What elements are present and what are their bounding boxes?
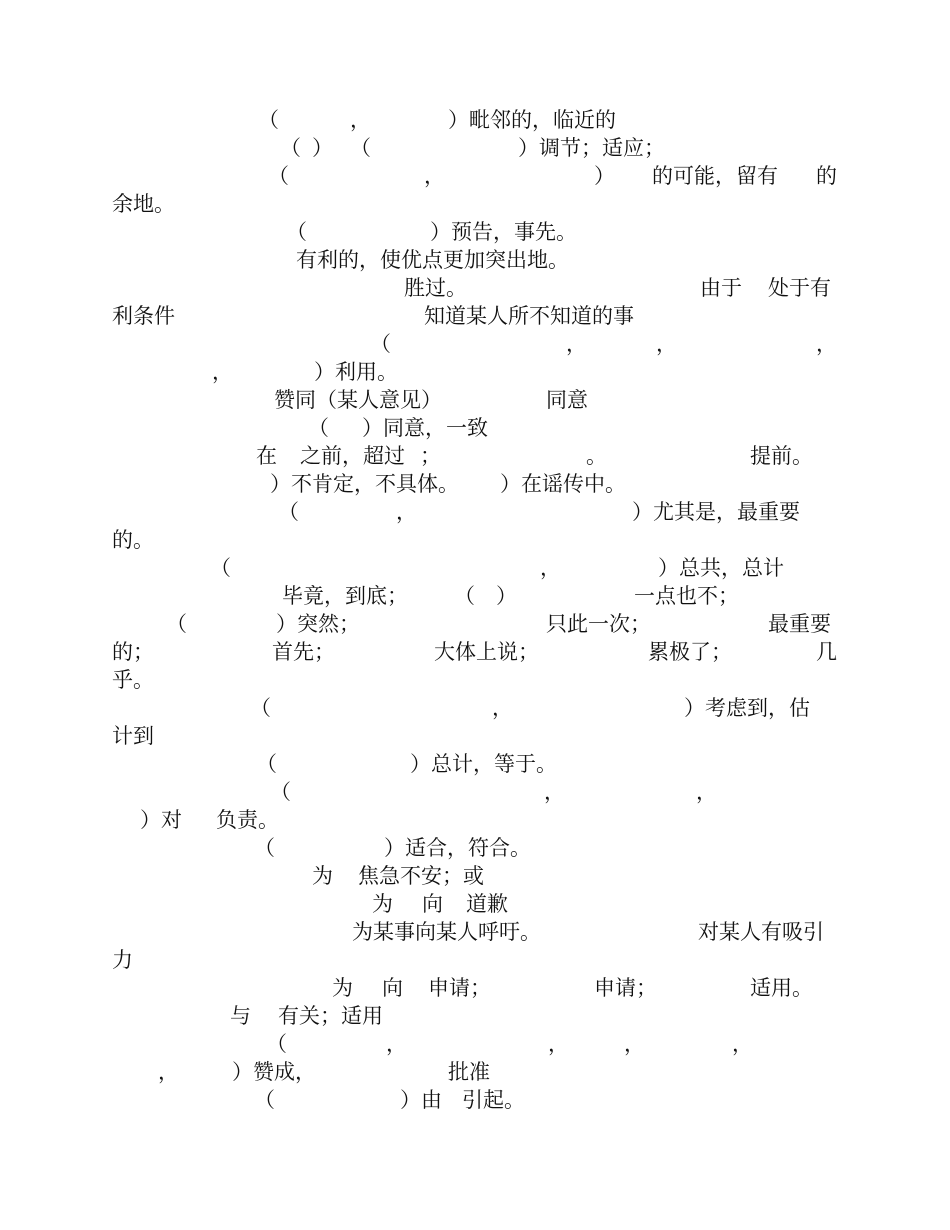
text-fragment: 为 — [312, 864, 333, 888]
text-fragment: 最重要 — [768, 612, 831, 636]
text-fragment: ， — [424, 164, 445, 188]
text-fragment: ）利用。 — [314, 360, 398, 384]
text-fragment: 的。 — [112, 528, 154, 552]
text-fragment: 赞同（某人意见） — [274, 388, 442, 412]
text-fragment: 累极了； — [648, 640, 732, 664]
text-fragment: 胜过。 — [404, 276, 467, 300]
text-fragment: ， — [396, 500, 417, 524]
text-fragment: 同意 — [546, 388, 588, 412]
text-fragment: ， — [696, 780, 717, 804]
text-fragment: ， — [656, 332, 677, 356]
text-fragment: 余地。 — [112, 192, 175, 216]
text-fragment: ， — [566, 332, 587, 356]
text-fragment: 处于有 — [768, 276, 831, 300]
text-fragment: 由于 — [700, 276, 742, 300]
text-fragment: 利条件 — [112, 304, 175, 328]
text-fragment: 的可能，留有 — [652, 164, 778, 188]
text-fragment: ， — [350, 108, 371, 132]
text-fragment: 负责。 — [216, 808, 279, 832]
text-fragment: 申请； — [428, 976, 491, 1000]
text-fragment: （ — [268, 164, 289, 188]
text-fragment: ， — [492, 696, 513, 720]
text-fragment: ）考虑到，估 — [684, 696, 810, 720]
text-fragment: 向 — [382, 976, 403, 1000]
text-fragment: ， — [624, 1032, 645, 1056]
text-fragment: （ — [254, 836, 275, 860]
text-fragment: ）由 — [400, 1088, 442, 1112]
text-fragment: ）适合，符合。 — [384, 836, 531, 860]
text-fragment: ） — [496, 584, 517, 608]
text-fragment: ）尤其是，最重要 — [632, 500, 800, 524]
text-fragment: ； — [420, 444, 441, 468]
text-fragment: ， — [386, 1032, 407, 1056]
text-fragment: 对某人有吸引 — [698, 920, 824, 944]
text-fragment: 为 — [372, 892, 393, 916]
text-fragment: （ — [350, 136, 371, 160]
text-fragment: ， — [816, 332, 837, 356]
text-fragment: 一点也不； — [634, 584, 739, 608]
text-fragment: （ — [258, 108, 279, 132]
text-fragment: （ — [454, 584, 475, 608]
text-fragment: ） — [594, 164, 615, 188]
text-fragment: 引起。 — [462, 1088, 525, 1112]
text-fragment: ）总计，等于。 — [410, 752, 557, 776]
text-fragment: 。 — [586, 444, 607, 468]
text-fragment: 申请； — [594, 976, 657, 1000]
text-fragment: 与 — [230, 1004, 251, 1028]
text-fragment: 适用。 — [750, 976, 813, 1000]
text-fragment: ）在谣传中。 — [500, 472, 626, 496]
text-fragment: 大体上说； — [434, 640, 539, 664]
text-fragment: 焦急不安；或 — [358, 864, 484, 888]
text-fragment: 只此一次； — [546, 612, 651, 636]
text-fragment: 提前。 — [750, 444, 813, 468]
text-fragment: 为 — [332, 976, 353, 1000]
text-fragment: ， — [158, 1060, 179, 1084]
text-fragment: 几 — [816, 640, 837, 664]
text-fragment: （ — [166, 612, 187, 636]
text-fragment: （ — [256, 752, 277, 776]
text-fragment: ， — [540, 556, 561, 580]
text-fragment: 计到 — [112, 724, 154, 748]
text-fragment: （ — [278, 500, 299, 524]
text-fragment: 知道某人所不知道的事 — [424, 304, 634, 328]
text-fragment: （ — [250, 696, 271, 720]
text-fragment: 向 — [422, 892, 443, 916]
text-fragment: （ — [270, 780, 291, 804]
text-fragment: （ — [280, 136, 301, 160]
text-fragment: ， — [548, 1032, 569, 1056]
text-fragment: 的； — [112, 640, 154, 664]
text-fragment: ， — [732, 1032, 753, 1056]
text-fragment: ）突然； — [276, 612, 360, 636]
text-fragment: （ — [286, 220, 307, 244]
text-fragment: ）同意，一致 — [362, 416, 488, 440]
text-fragment: ）调节；适应； — [518, 136, 665, 160]
text-fragment: （ — [308, 416, 329, 440]
text-fragment: ）赞成， — [232, 1060, 316, 1084]
text-fragment: 批准 — [448, 1060, 490, 1084]
text-fragment: ）毗邻的，临近的 — [448, 108, 616, 132]
text-fragment: 之前，超过 — [300, 444, 405, 468]
text-fragment: 有关；适用 — [278, 1004, 383, 1028]
text-fragment: ） — [312, 136, 333, 160]
text-fragment: 有利的，使优点更加突出地。 — [296, 248, 569, 272]
text-fragment: ）总共，总计 — [658, 556, 784, 580]
text-fragment: （ — [266, 1032, 287, 1056]
text-fragment: 首先； — [272, 640, 335, 664]
text-fragment: 力 — [112, 948, 133, 972]
text-fragment: ）对 — [140, 808, 182, 832]
text-fragment: 道歉 — [466, 892, 508, 916]
text-fragment: ， — [544, 780, 565, 804]
text-fragment: 在 — [256, 444, 277, 468]
text-fragment: ）不肯定，不具体。 — [270, 472, 459, 496]
text-fragment: 的 — [816, 164, 837, 188]
text-fragment: ）预告，事先。 — [430, 220, 577, 244]
text-fragment: ， — [212, 360, 233, 384]
text-fragment: 毕竟，到底； — [282, 584, 408, 608]
text-fragment: 为某事向某人呼吁。 — [352, 920, 541, 944]
text-fragment: （ — [210, 556, 231, 580]
text-fragment: （ — [254, 1088, 275, 1112]
text-fragment: 乎。 — [112, 668, 154, 692]
text-fragment: （ — [370, 332, 391, 356]
